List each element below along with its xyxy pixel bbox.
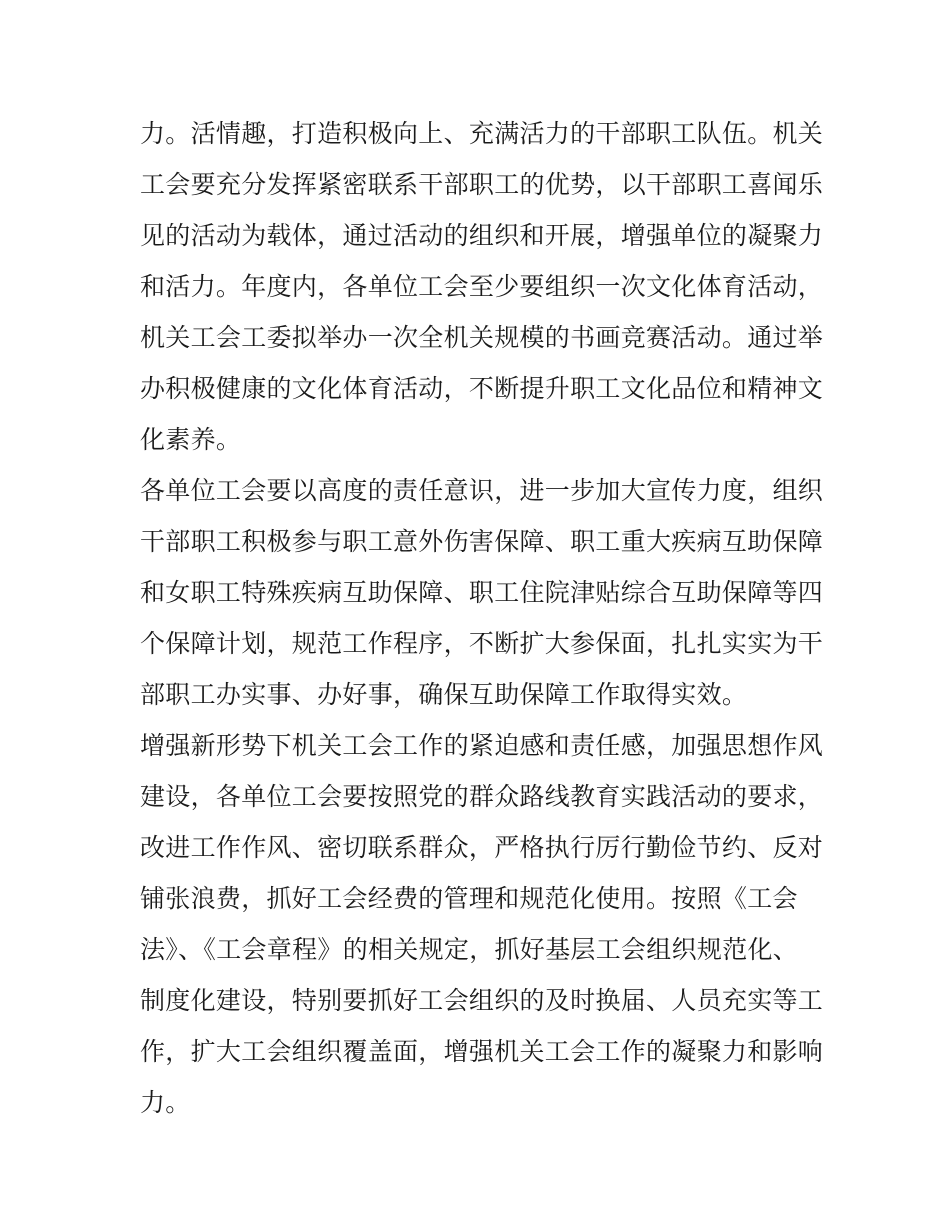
text-line: 建设，各单位工会要按照党的群众路线教育实践活动的要求，: [140, 782, 824, 811]
text-line: 改进工作作风、密切联系群众，严格执行厉行勤俭节约、反对: [140, 833, 824, 862]
text-line: 见的活动为载体，通过活动的组织和开展，增强单位的凝聚力: [140, 221, 824, 250]
text-line: 力。活情趣，打造积极向上、充满活力的干部职工队伍。机关: [140, 119, 824, 148]
text-line: 增强新形势下机关工会工作的紧迫感和责任感，加强思想作风: [140, 731, 824, 760]
paragraph: [140, 720, 824, 1128]
document-body: [140, 108, 824, 1128]
text-line: 制度化建设，特别要抓好工会组织的及时换届、人员充实等工: [140, 986, 824, 1015]
text-line: 和活力。年度内，各单位工会至少要组织一次文化体育活动，: [140, 272, 824, 301]
text-line: 化素养。: [140, 425, 242, 454]
text-line: 各单位工会要以高度的责任意识，进一步加大宣传力度，组织: [140, 476, 824, 505]
text-line: 力。: [140, 1088, 191, 1117]
text-line: 干部职工积极参与职工意外伤害保障、职工重大疾病互助保障: [140, 527, 824, 556]
text-line: 机关工会工委拟举办一次全机关规模的书画竞赛活动。通过举: [140, 323, 824, 352]
text-line: 和女职工特殊疾病互助保障、职工住院津贴综合互助保障等四: [140, 578, 824, 607]
text-line: 办积极健康的文化体育活动，不断提升职工文化品位和精神文: [140, 374, 824, 403]
paragraph: [140, 465, 824, 720]
text-line: 作，扩大工会组织覆盖面，增强机关工会工作的凝聚力和影响: [140, 1037, 824, 1066]
text-line: 法》、《工会章程》的相关规定，抓好基层工会组织规范化、: [140, 935, 799, 964]
text-line: 个保障计划，规范工作程序，不断扩大参保面，扎扎实实为干: [140, 629, 824, 658]
paragraph: [140, 108, 824, 465]
text-line: 工会要充分发挥紧密联系干部职工的优势，以干部职工喜闻乐: [140, 170, 824, 199]
text-line: 部职工办实事、办好事，确保互助保障工作取得实效。: [140, 680, 748, 709]
text-line: 铺张浪费，抓好工会经费的管理和规范化使用。按照《工会: [140, 884, 798, 913]
